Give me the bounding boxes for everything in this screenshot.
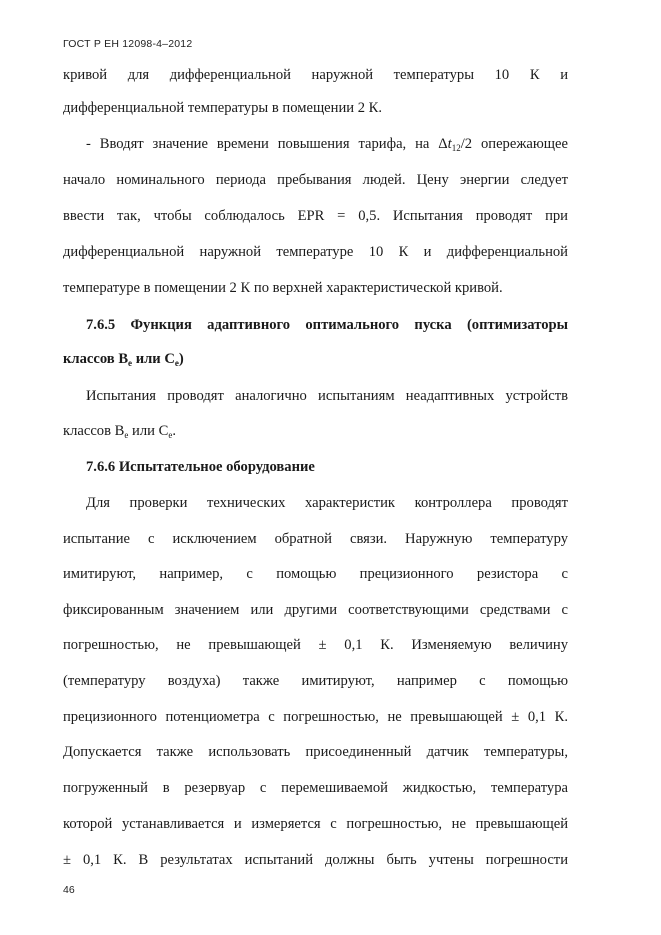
delta-symbol: Δ (438, 136, 448, 152)
text-line-6: дифференциальной наружной температуре 10 К и дифференциальной (63, 244, 568, 260)
heading-close-paren: ) (178, 351, 184, 367)
line-11-text: классов (63, 423, 115, 439)
t-subscript: 12 (451, 143, 461, 153)
text-line-7: температуре в помещении 2 К по верхней характеристической кривой. (63, 280, 503, 296)
text-line-19: прецизионного потенциометра с погрешностью, не превышающей ± 0,1 К. (63, 709, 568, 725)
text-line-22: которой устанавливается и измеряется с погрешностью, не превышающей (63, 816, 568, 832)
slash-two: /2 (460, 136, 473, 152)
class-c-sub: e (174, 358, 179, 368)
section-heading-7-6-5-cont (63, 350, 568, 368)
text-line-4: начало номинального периода пребывания людей. Цену энергии следует (63, 172, 568, 188)
class-b-sub: e (128, 358, 133, 368)
text-line-2: дифференциальной температуры в помещении 2 К. (63, 100, 383, 116)
section-heading-7-6-6: 7.6.6 Испытательное оборудование (86, 459, 315, 475)
text-line-17: погрешностью, не превышающей ± 0,1 К. Изменяемую величину (63, 637, 568, 653)
class-c-2: C (158, 423, 169, 439)
text-line-10: Испытания проводят аналогично испытаниям неадаптивных устройств (86, 388, 568, 404)
section-heading-7-6-5: 7.6.5 Функция адаптивного оптимального пуска (оптимизаторы (86, 317, 568, 333)
class-b-2: B (114, 423, 125, 439)
text-line-23: ± 0,1 К. В результатах испытаний должны быть учтены погрешности (63, 852, 568, 868)
line-3-text: - Вводят значение времени повышения тарифа, на (86, 136, 439, 152)
t-variable: t (447, 136, 452, 152)
class-b: B (118, 351, 129, 367)
text-line-14: испытание с исключением обратной связи. Наружную температуру (63, 531, 568, 547)
class-c: C (164, 351, 175, 367)
page-number: 46 (63, 884, 75, 896)
text-line-5: ввести так, чтобы соблюдалось EPR = 0,5. Испытания проводят при (63, 208, 568, 224)
text-line-15: имитируют, например, с помощью прецизионного резистора с (63, 566, 568, 582)
heading-cont-text: классов (63, 351, 119, 367)
line-3-tail: опережающее (472, 136, 568, 152)
class-b-sub-2: e (124, 430, 129, 440)
text-line-18: (температуру воздуха) также имитируют, например с помощью (63, 673, 568, 689)
text-line-1: кривой для дифференциальной наружной температуры 10 К и (63, 67, 568, 83)
class-c-sub-2: e (168, 430, 173, 440)
period: . (172, 423, 176, 439)
or-word: или (132, 351, 165, 367)
text-line-11 (63, 422, 568, 440)
document-header-code: ГОСТ Р ЕН 12098-4–2012 (63, 38, 193, 50)
text-line-21: погруженный в резервуар с перемешиваемой жидкостью, температура (63, 780, 568, 796)
or-word-2: или (128, 423, 159, 439)
text-line-16: фиксированным значением или другими соответствующими средствами с (63, 602, 568, 618)
text-line-3 (63, 135, 568, 153)
text-line-20: Допускается также использовать присоединенный датчик температуры, (63, 744, 568, 760)
text-line-13: Для проверки технических характеристик контроллера проводят (86, 495, 568, 511)
